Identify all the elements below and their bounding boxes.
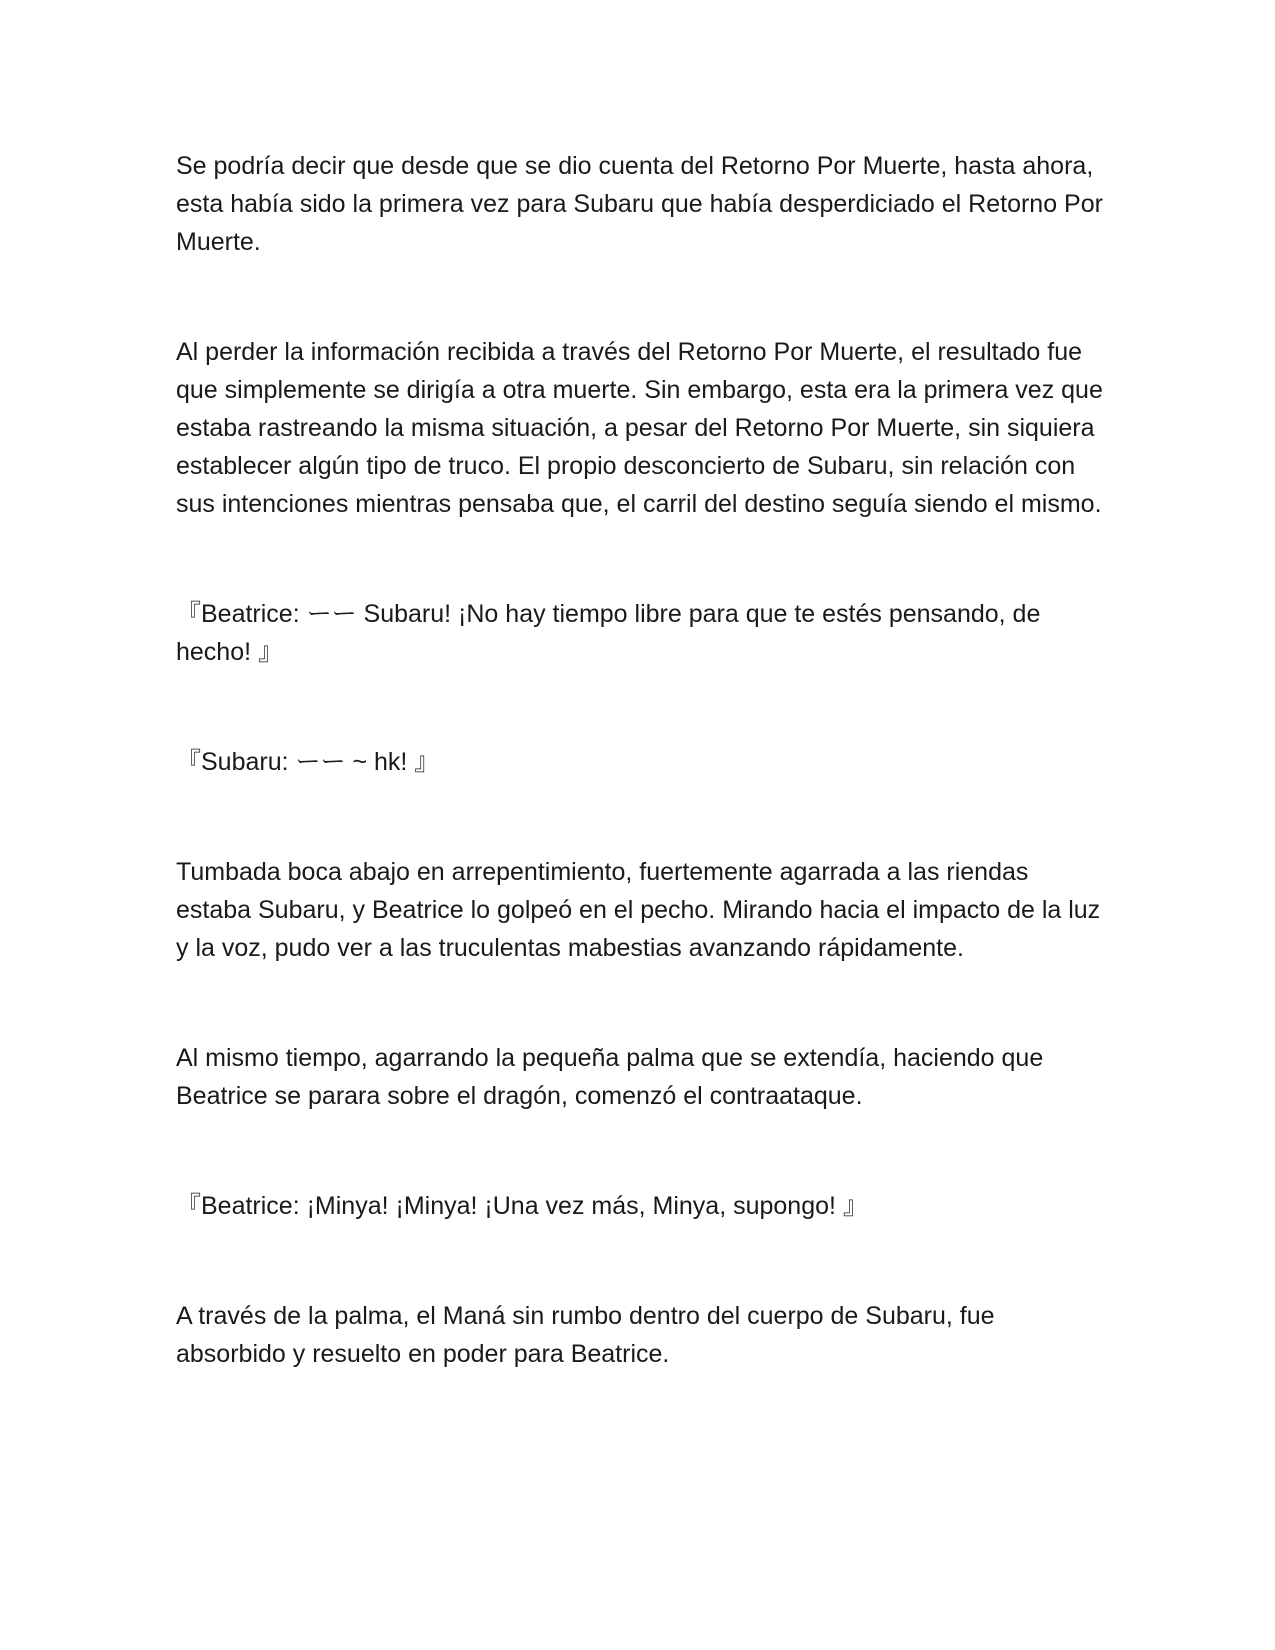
paragraph-5: A través de la palma, el Maná sin rumbo dentro del cuerpo de Subaru, fue absorbido y resuelto en poder para Beatrice. — [176, 1302, 995, 1368]
dialogue-beatrice-2: 『Beatrice: ¡Minya! ¡Minya! ¡Una vez más, Minya, supongo! 』 — [176, 1192, 868, 1220]
dialogue-subaru-1: 『Subaru: ーー ~ hk! 』 — [176, 748, 440, 776]
text-column — [176, 147, 1106, 1445]
paragraph-4: Al mismo tiempo, agarrando la pequeña palma que se extendía, haciendo que Beatrice se parara sobre el dragón, comenzó el contraataque. — [176, 1044, 1044, 1110]
paragraph-1: Se podría decir que desde que se dio cuenta del Retorno Por Muerte, hasta ahora, esta había sido la primera vez para Subaru que había desperdiciado el Retorno Por Muerte. — [176, 152, 1103, 256]
dialogue-beatrice-1: 『Beatrice: ーー Subaru! ¡No hay tiempo libre para que te estés pensando, de hecho! 』 — [176, 600, 1041, 666]
paragraph-3: Tumbada boca abajo en arrepentimiento, fuertemente agarrada a las riendas estaba Subaru, y Beatrice lo golpeó en el pecho. Mirando hacia el impacto de la luz y la voz, pudo ver a las truculentas mabestias avanzando rápidamente. — [176, 858, 1101, 962]
paragraph-2: Al perder la información recibida a través del Retorno Por Muerte, el resultado fue que simplemente se dirigía a otra muerte. Sin embargo, esta era la primera vez que estaba rastreando la misma situación, a pesar del Retorno Por Muerte, sin siquiera establecer algún tipo de truco. El propio desconcierto de Subaru, sin relación con sus intenciones mientras pensaba que, el carril del destino seguía siendo el mismo. — [176, 338, 1103, 518]
